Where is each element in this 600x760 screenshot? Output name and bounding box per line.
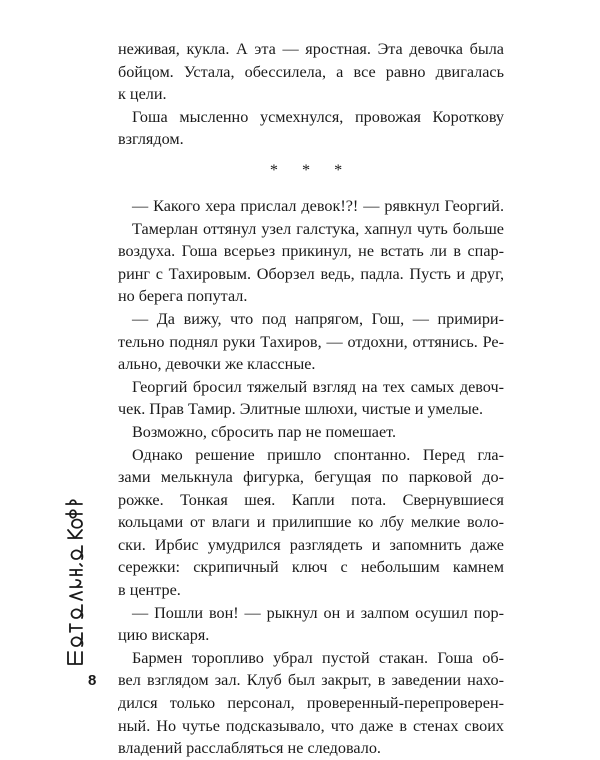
- text-line: бойцом. Устала, обессилела, а все равно двигалась: [118, 62, 504, 81]
- text-line: вел взглядом зал. Клуб был закрыт, в заведении нахо-: [118, 671, 504, 690]
- text-line: — Какого хера прислал девок!?! — рявкнул Георгий.: [132, 196, 504, 215]
- section-separator: * * *: [269, 160, 353, 179]
- paragraph: [118, 647, 504, 760]
- text-line: — Пошли вон! — рыкнул он и залпом осушил пор-: [132, 603, 504, 622]
- text-line: неживая, кукла. А эта — яростная. Эта девочка была: [118, 40, 504, 58]
- paragraph: [118, 376, 504, 421]
- paragraph: [118, 308, 504, 376]
- paragraph: [118, 195, 504, 218]
- text-line: Возможно, сбросить пар не помешает.: [132, 422, 397, 441]
- text-line: ный. Но чутье подсказывало, что даже в стенах своих: [118, 716, 504, 735]
- text-line: ально, девочки же классные.: [118, 355, 316, 374]
- paragraph: [118, 218, 504, 308]
- text-line: дился только персонал, проверенный-перепроверен-: [118, 694, 504, 713]
- text-line: Георгий бросил тяжелый взгляд на тех самых девоч-: [132, 377, 504, 396]
- text-line: Однако решение пришло спонтанно. Перед гла-: [132, 445, 504, 464]
- text-line: тельно поднял руки Тахиров, — отдохни, оттянись. Ре-: [118, 332, 504, 351]
- author-signature: [62, 498, 88, 668]
- text-line: ски. Ирбис умудрился разглядеть и запомнить даже: [118, 535, 504, 554]
- page-body-text: [118, 38, 504, 760]
- text-line: — Да вижу, что под напрягом, Гош, — примири-: [132, 309, 504, 328]
- text-line: цию вискаря.: [118, 626, 210, 645]
- text-line: воздуха. Гоша всерьез прикинул, не встать ли в спар-: [118, 242, 504, 261]
- page-number: 8: [88, 672, 97, 689]
- paragraph: [118, 421, 504, 444]
- text-line: кольцами от влаги и прилипшие ко лбу мелкие воло-: [118, 513, 504, 532]
- text-line: в центре.: [118, 581, 181, 600]
- author-signature-drawing: [62, 498, 88, 668]
- text-line: Тамерлан оттянул узел галстука, хапнул чуть больше: [132, 219, 504, 238]
- paragraph: [118, 444, 504, 602]
- text-line: к цели.: [118, 85, 167, 104]
- text-line: зами мелькнула фигурка, бегущая по парковой до-: [118, 468, 504, 487]
- text-line: чек. Прав Тамир. Элитные шлюхи, чистые и умелые.: [118, 400, 483, 419]
- paragraph: [118, 106, 504, 151]
- text-line: рожке. Тонкая шея. Капли пота. Свернувшиеся: [118, 490, 504, 509]
- paragraph: [118, 602, 504, 647]
- text-line: Гоша мысленно усмехнулся, провожая Короткову: [132, 107, 504, 126]
- paragraph: [118, 38, 504, 106]
- text-line: взглядом.: [118, 130, 184, 149]
- text-line: ринг с Тахировым. Оборзел ведь, падла. Пусть и друг,: [118, 264, 504, 283]
- text-line: сережки: скрипичный ключ с небольшим камнем: [118, 558, 504, 577]
- text-line: владений расслабляться не следовало.: [118, 739, 381, 758]
- text-line: но берега попутал.: [118, 287, 248, 306]
- text-line: Бармен торопливо убрал пустой стакан. Гоша об-: [132, 648, 504, 667]
